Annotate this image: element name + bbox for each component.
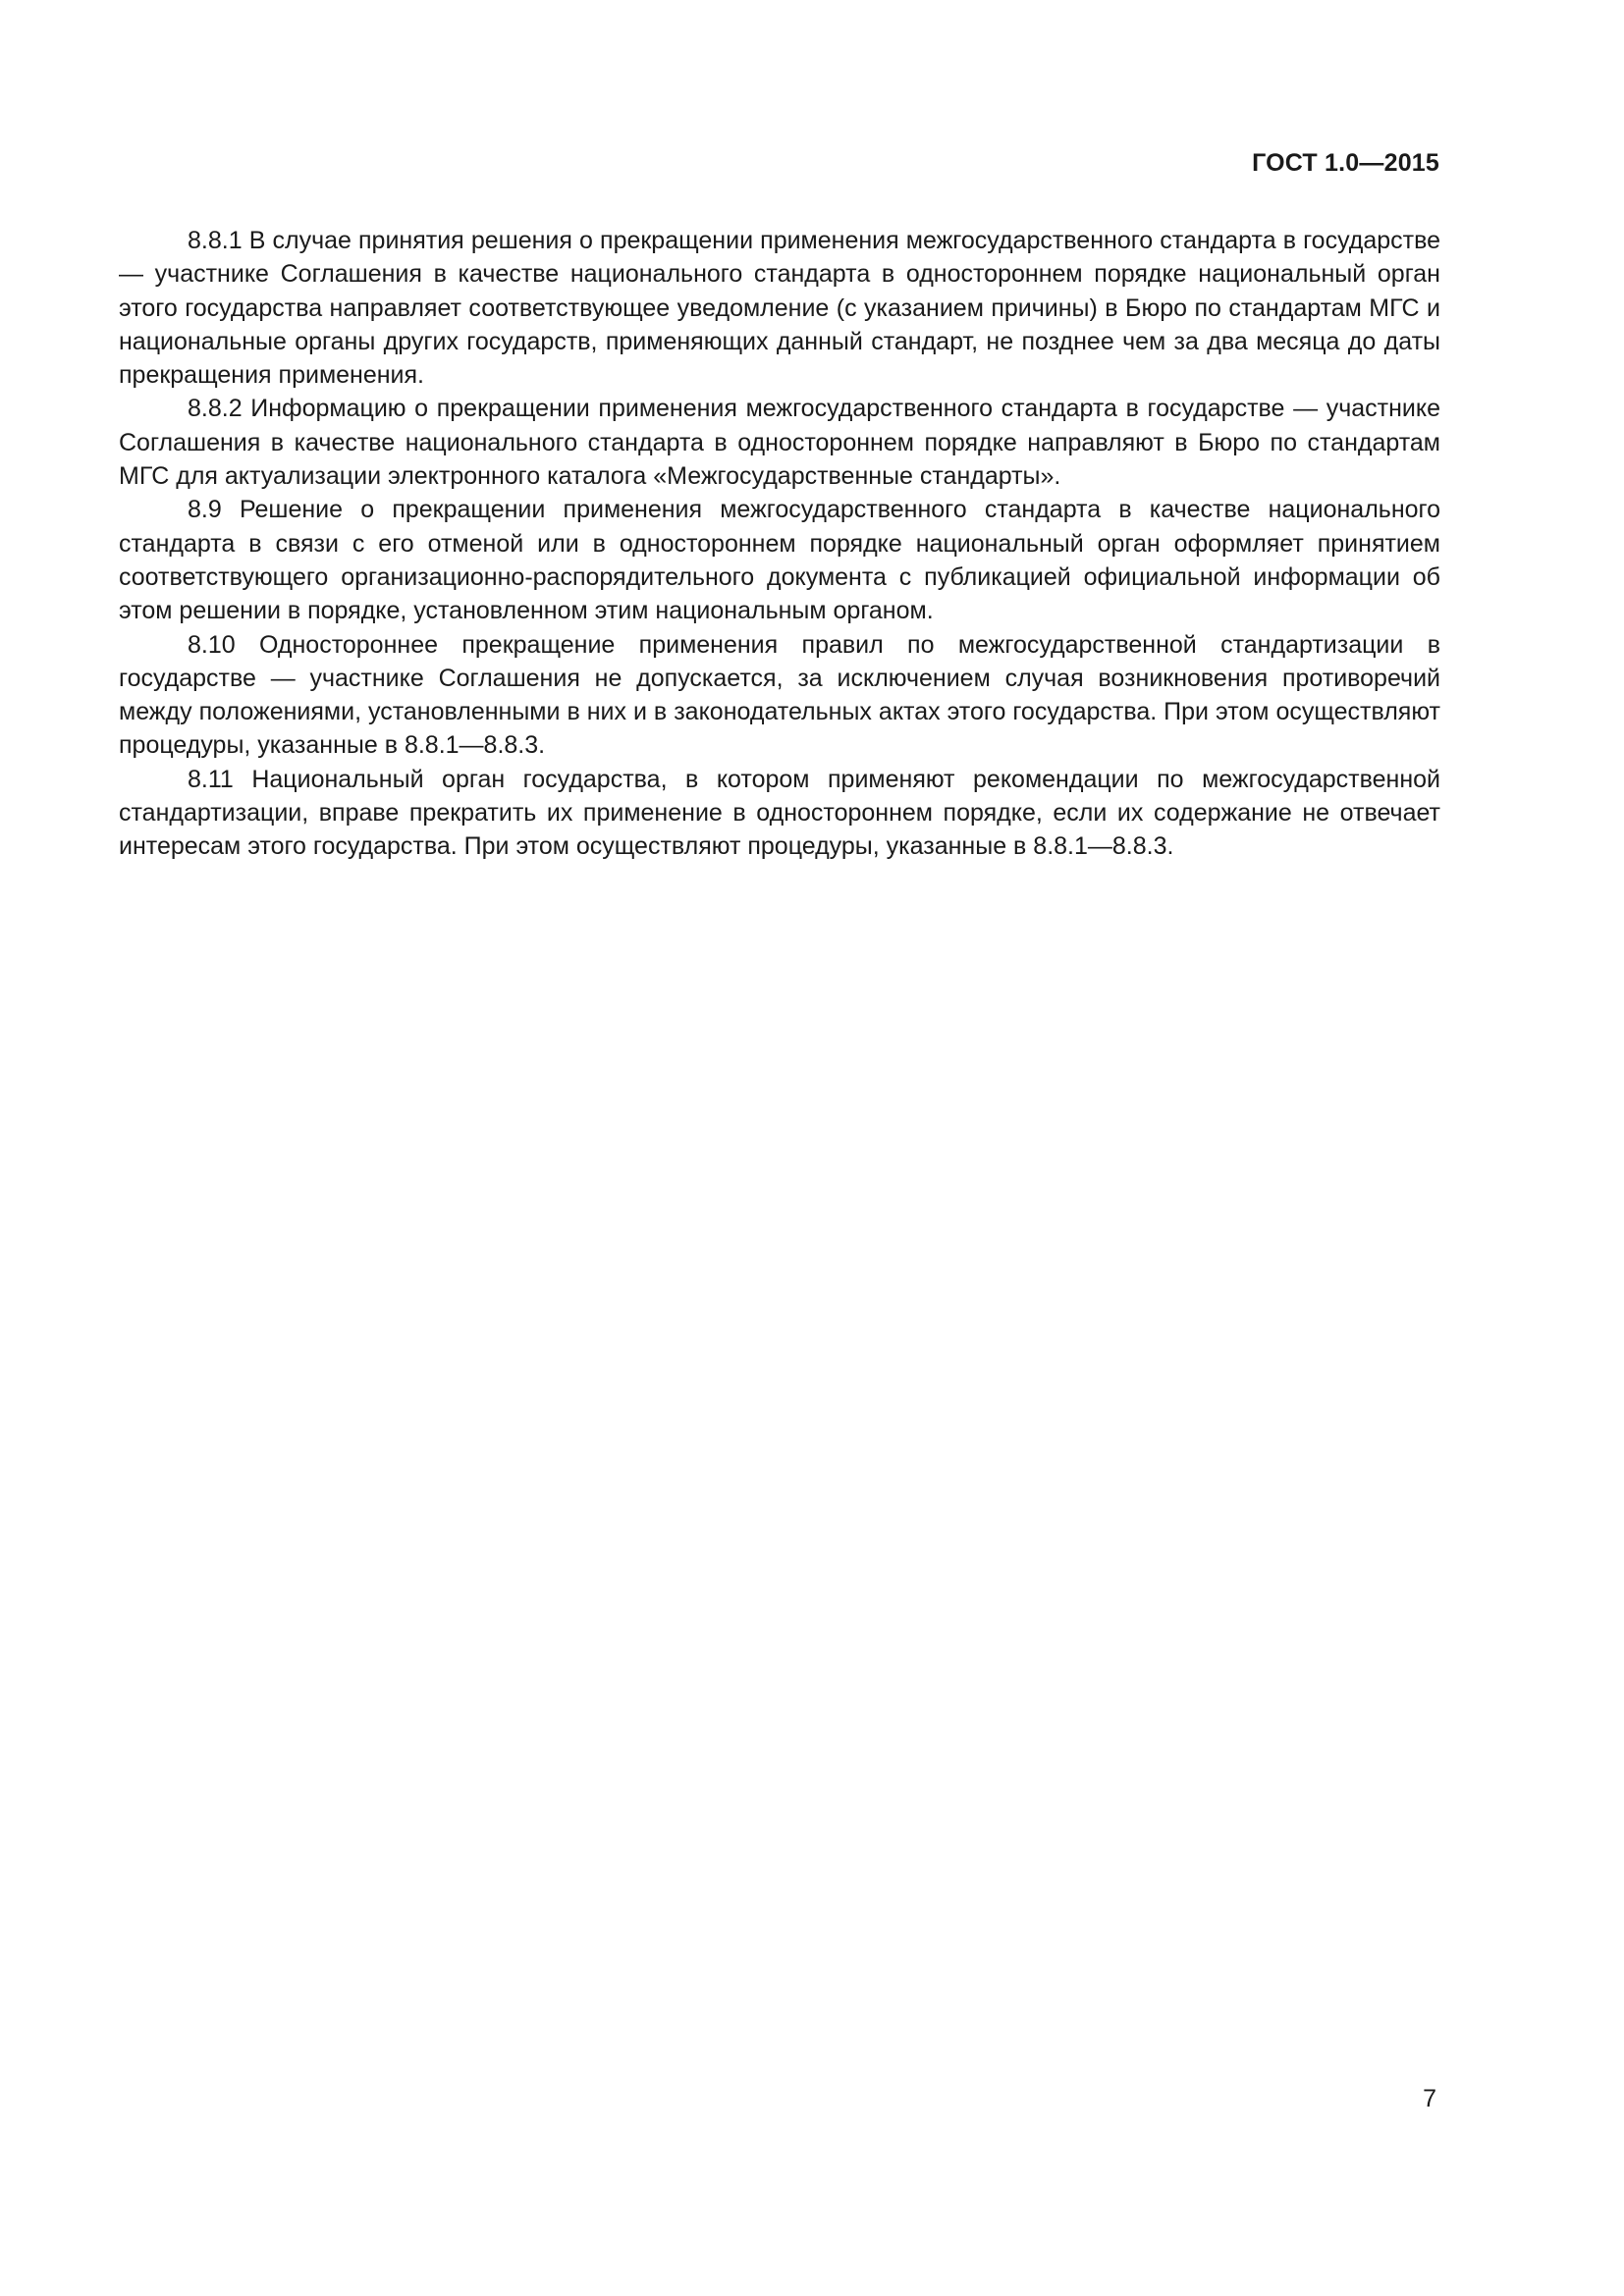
- paragraph-8-9: 8.9 Решение о прекращении применения межгосударственного стандарта в качестве национального стандарта в связи с его отменой или в одностороннем порядке национальный орган оформляет принятием соответствующего организационно-распорядительного документа с публикацией официальной информации об этом решении в порядке, установленном этим национальным органом.: [119, 496, 1440, 625]
- document-designation: ГОСТ 1.0—2015: [1252, 149, 1439, 177]
- paragraph-8-8-2: 8.8.2 Информацию о прекращении применения межгосударственного стандарта в государстве — участнике Соглашения в качестве национального стандарта в одностороннем порядке направляют в Бюро по стандартам МГС для актуализации электронного каталога «Межгосударственные стандарты».: [119, 395, 1440, 491]
- document-body: [119, 224, 1440, 864]
- paragraph-8-8-1: 8.8.1 В случае принятия решения о прекращении применения межгосударственного стандарта в государстве — участнике Соглашения в качестве национального стандарта в одностороннем порядке национальный орган этого государства направляет соответствующее уведомление (с указанием причины) в Бюро по стандартам МГС и национальные органы других государств, применяющих данный стандарт, не позднее чем за два месяца до даты прекращения применения.: [119, 227, 1440, 390]
- page-number: 7: [1423, 2085, 1436, 2112]
- paragraph-8-10: 8.10 Одностороннее прекращение применения правил по межгосударственной стандартизации в государстве — участнике Соглашения не допускается, за исключением случая возникновения противоречий между положениями, установленными в них и в законодательных актах этого государства. При этом осуществляют процедуры, указанные в 8.8.1—8.8.3.: [119, 630, 1440, 760]
- paragraph-8-11: 8.11 Национальный орган государства, в котором применяют рекомендации по межгосударственной стандартизации, вправе прекратить их применение в одностороннем порядке, если их содержание не отвечает интересам этого государства. При этом осуществляют процедуры, указанные в 8.8.1—8.8.3.: [119, 765, 1440, 861]
